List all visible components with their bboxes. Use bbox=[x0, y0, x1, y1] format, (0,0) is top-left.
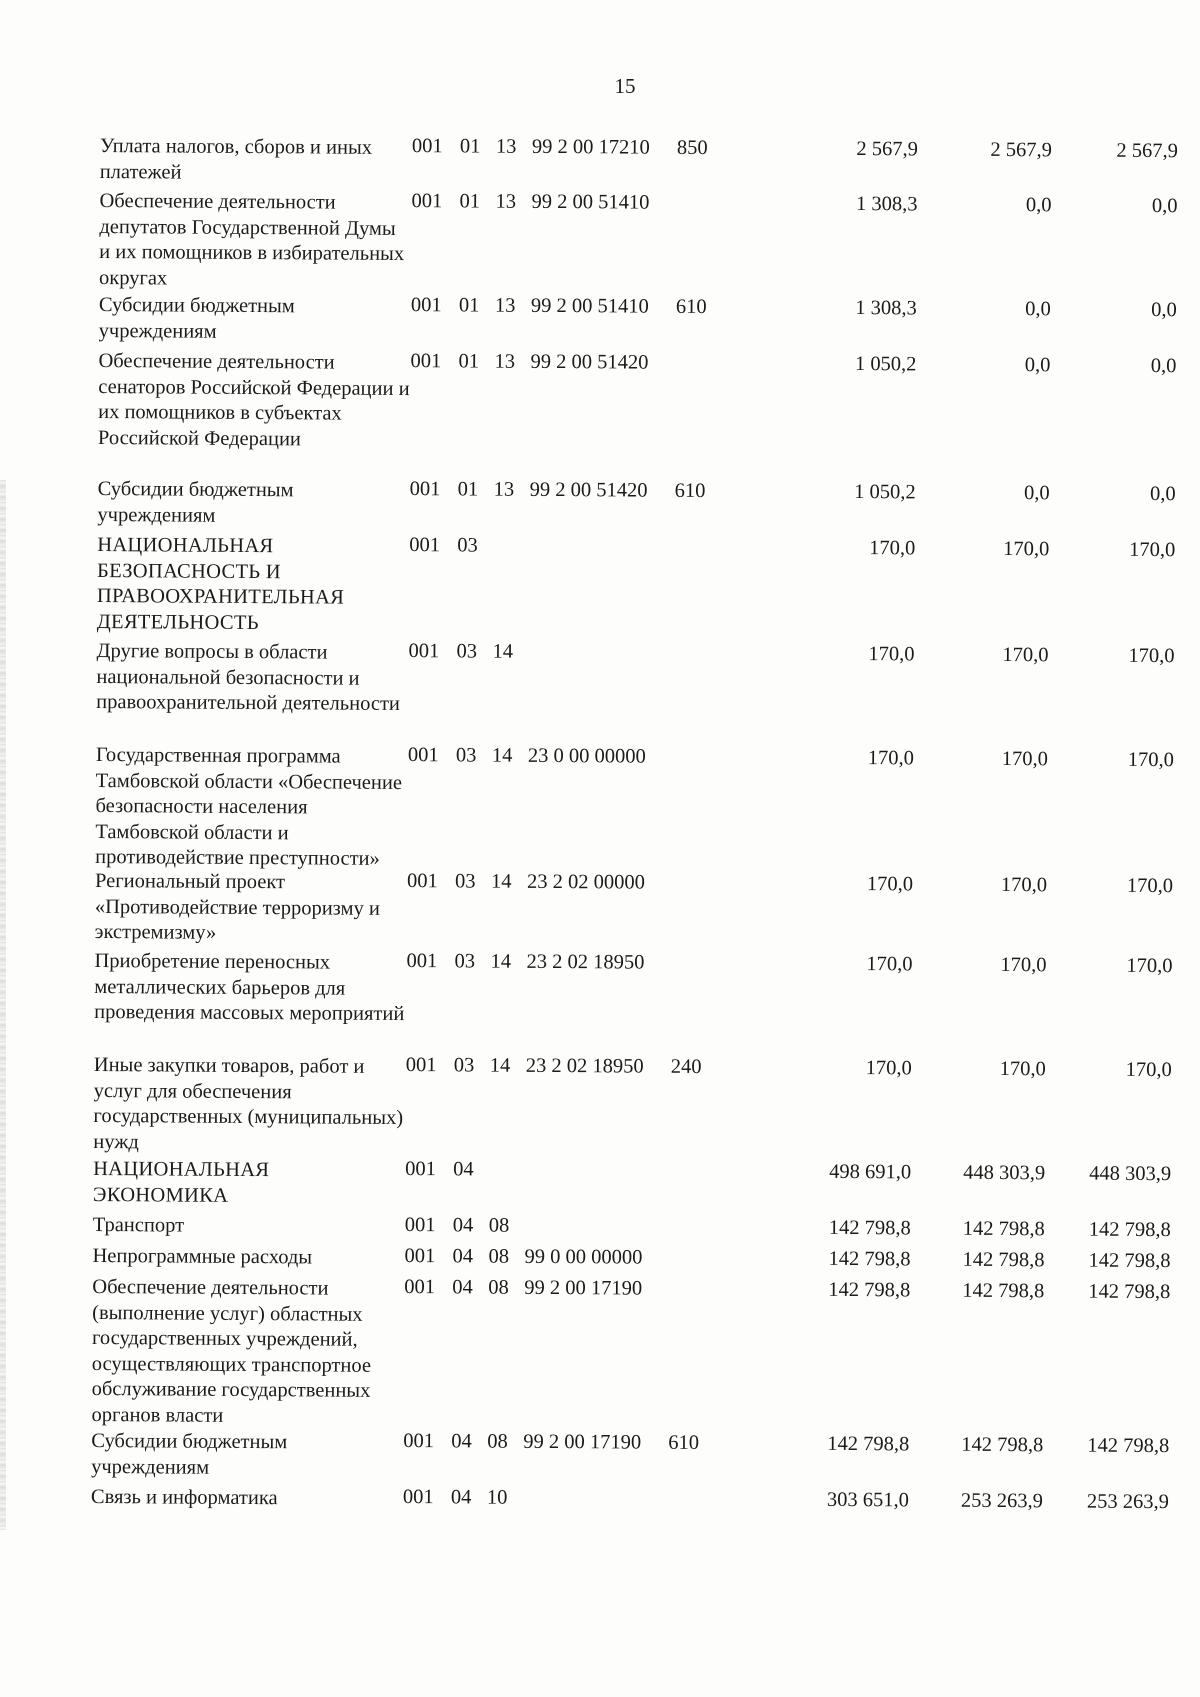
target-article-code bbox=[525, 1158, 670, 1159]
grbs-code: 001 bbox=[408, 640, 440, 663]
table-row bbox=[98, 347, 1177, 482]
section-code: 01 bbox=[458, 350, 480, 373]
section-code: 01 bbox=[459, 135, 481, 158]
subsection-code: 13 bbox=[493, 478, 515, 501]
amount-year-3: 142 798,8 bbox=[1088, 1249, 1171, 1273]
amount-year-1: 170,0 bbox=[868, 643, 915, 666]
section-code: 03 bbox=[454, 950, 476, 973]
subsection-code: 08 bbox=[487, 1430, 508, 1453]
row-name: НАЦИОНАЛЬНАЯ БЕЗОПАСНОСТЬ И ПРАВООХРАНИТЕЛЬНАЯ ДЕЯТЕЛЬНОСТЬ bbox=[96, 533, 345, 634]
target-article-code: 23 2 02 00000 bbox=[526, 870, 645, 894]
row-name: Субсидии бюджетным учреждениям bbox=[98, 293, 295, 343]
amount-year-2: 170,0 bbox=[1000, 953, 1047, 977]
row-name: Обеспечение деятельности (выполнение услуг) областных государственных учреждений, осуществляющих транспортное обслуживание государственных органов власти bbox=[91, 1275, 372, 1427]
amount-year-3: 142 798,8 bbox=[1088, 1280, 1171, 1304]
row-name: Региональный проект «Противодействие терроризму и экстремизму» bbox=[94, 869, 380, 944]
target-article-code: 99 2 00 17190 bbox=[523, 1430, 642, 1454]
target-article-code: 99 2 00 51420 bbox=[529, 478, 648, 502]
amount-year-3: 2 567,9 bbox=[1116, 139, 1178, 163]
scan-edge-shadow bbox=[0, 480, 6, 1530]
subsection-code: 13 bbox=[495, 135, 517, 158]
amount-year-3: 0,0 bbox=[1151, 298, 1177, 322]
section-code: 04 bbox=[451, 1430, 472, 1453]
amount-year-3: 0,0 bbox=[1151, 194, 1178, 218]
expense-type-code: 610 bbox=[675, 295, 707, 319]
section-code: 03 bbox=[456, 640, 478, 663]
table-row bbox=[100, 132, 1178, 194]
target-article-code: 99 0 00 00000 bbox=[524, 1245, 643, 1269]
table-row bbox=[95, 867, 1174, 954]
section-code: 03 bbox=[457, 534, 478, 557]
amount-year-1: 498 691,0 bbox=[829, 1160, 912, 1184]
grbs-code: 001 bbox=[410, 350, 442, 373]
expense-type-code: 610 bbox=[668, 1431, 700, 1455]
grbs-code: 001 bbox=[406, 870, 438, 893]
amount-year-2: 142 798,8 bbox=[962, 1248, 1045, 1272]
target-article-code: 23 2 02 18950 bbox=[526, 950, 645, 974]
target-article-code bbox=[525, 1214, 670, 1215]
row-name: Субсидии бюджетным учреждениям bbox=[97, 477, 294, 527]
amount-year-2: 0,0 bbox=[1025, 194, 1052, 217]
target-article-code: 23 2 02 18950 bbox=[525, 1054, 644, 1078]
amount-year-2: 253 263,9 bbox=[960, 1489, 1044, 1513]
table-row bbox=[93, 1051, 1172, 1162]
amount-year-2: 170,0 bbox=[999, 1057, 1046, 1081]
section-code: 01 bbox=[458, 294, 480, 317]
section-code: 04 bbox=[453, 1158, 474, 1181]
amount-year-1: 142 798,8 bbox=[828, 1216, 911, 1240]
subsection-code: 14 bbox=[492, 640, 514, 663]
target-article-code: 99 2 00 51420 bbox=[530, 350, 649, 374]
amount-year-1: 170,0 bbox=[867, 747, 914, 770]
amount-year-2: 142 798,8 bbox=[962, 1217, 1045, 1241]
grbs-code: 001 bbox=[407, 744, 439, 767]
row-name: Иные закупки товаров, работ и услуг для обеспечения государственных (муниципальных) нужд bbox=[93, 1053, 404, 1154]
row-name: НАЦИОНАЛЬНАЯ ЭКОНОМИКА bbox=[92, 1157, 270, 1207]
grbs-code: 001 bbox=[405, 1054, 437, 1077]
subsection-code: 13 bbox=[494, 350, 516, 373]
amount-year-2: 170,0 bbox=[1000, 873, 1048, 897]
subsection-code: 13 bbox=[495, 190, 517, 213]
grbs-code: 001 bbox=[409, 534, 441, 557]
table-row bbox=[97, 531, 1176, 644]
amount-year-1: 1 308,3 bbox=[855, 193, 918, 216]
amount-year-2: 0,0 bbox=[1023, 482, 1050, 505]
amount-year-2: 448 303,9 bbox=[963, 1161, 1046, 1185]
budget-table bbox=[91, 132, 1178, 1520]
section-code: 04 bbox=[452, 1245, 474, 1268]
target-article-code bbox=[523, 1486, 668, 1487]
amount-year-2: 170,0 bbox=[1003, 537, 1050, 561]
expense-type-code: 850 bbox=[676, 136, 708, 160]
table-row bbox=[95, 741, 1174, 874]
amount-year-3: 142 798,8 bbox=[1087, 1434, 1170, 1458]
row-name: Обеспечение деятельности сенаторов Российской Федерации и их помощников в субъектах Российской Федерации bbox=[97, 349, 410, 451]
amount-year-1: 142 798,8 bbox=[828, 1247, 911, 1271]
grbs-code: 001 bbox=[404, 1276, 436, 1299]
target-article-code bbox=[529, 640, 674, 641]
grbs-code: 001 bbox=[402, 1486, 434, 1509]
target-article-code: 99 2 00 17190 bbox=[524, 1276, 643, 1300]
row-name: Связь и информатика bbox=[90, 1485, 278, 1510]
section-code: 01 bbox=[459, 190, 481, 213]
amount-year-3: 142 798,8 bbox=[1088, 1218, 1171, 1242]
section-code: 03 bbox=[453, 1054, 475, 1077]
row-name: Обеспечение деятельности депутатов Государственной Думы и их помощников в избирательных округах bbox=[98, 189, 405, 290]
page-number: 15 bbox=[614, 74, 636, 98]
table-row bbox=[99, 291, 1177, 354]
expense-type-code: 240 bbox=[670, 1055, 702, 1079]
target-article-code bbox=[529, 534, 674, 535]
subsection-code: 14 bbox=[490, 950, 512, 973]
subsection-code: 14 bbox=[491, 744, 513, 767]
row-name: Уплата налогов, сборов и иных платежей bbox=[99, 134, 373, 184]
grbs-code: 001 bbox=[403, 1430, 435, 1453]
grbs-code: 001 bbox=[404, 1214, 436, 1237]
amount-year-3: 448 303,9 bbox=[1089, 1162, 1172, 1186]
table-row bbox=[91, 1273, 1170, 1434]
amount-year-2: 0,0 bbox=[1024, 354, 1051, 377]
subsection-code: 10 bbox=[486, 1486, 508, 1509]
table-row bbox=[94, 947, 1173, 1058]
subsection-code: 08 bbox=[488, 1245, 510, 1268]
subsection-code: 08 bbox=[488, 1276, 509, 1299]
amount-year-2: 2 567,9 bbox=[990, 138, 1052, 162]
grbs-code: 001 bbox=[406, 950, 438, 973]
table-row bbox=[93, 1155, 1171, 1218]
row-name: Субсидии бюджетным учреждениям bbox=[91, 1429, 288, 1479]
amount-year-1: 1 050,2 bbox=[854, 481, 916, 504]
row-name: Приобретение переносных металлических барьеров для проведения массовых мероприятий bbox=[94, 949, 405, 1026]
amount-year-2: 170,0 bbox=[1001, 747, 1048, 771]
section-code: 04 bbox=[452, 1214, 474, 1237]
amount-year-1: 142 798,8 bbox=[827, 1432, 910, 1456]
section-code: 03 bbox=[454, 870, 476, 893]
amount-year-3: 170,0 bbox=[1125, 1058, 1172, 1082]
table-row bbox=[96, 637, 1175, 748]
section-code: 03 bbox=[455, 744, 477, 767]
grbs-code: 001 bbox=[411, 135, 443, 158]
table-row bbox=[97, 475, 1175, 538]
row-name: Государственная программа Тамбовской области «Обеспечение безопасности населения Тамбовской области и противодействие преступности» bbox=[95, 743, 403, 871]
grbs-code: 001 bbox=[410, 294, 442, 317]
expense-type-code: 610 bbox=[674, 479, 706, 503]
subsection-code: 08 bbox=[488, 1214, 510, 1237]
amount-year-2: 142 798,8 bbox=[962, 1279, 1045, 1303]
amount-year-3: 170,0 bbox=[1126, 954, 1173, 978]
table-row bbox=[91, 1427, 1169, 1490]
amount-year-1: 1 050,2 bbox=[854, 353, 917, 376]
subsection-code: 14 bbox=[490, 870, 512, 893]
amount-year-3: 170,0 bbox=[1127, 748, 1174, 772]
amount-year-1: 170,0 bbox=[865, 1057, 912, 1080]
amount-year-3: 170,0 bbox=[1126, 874, 1174, 898]
target-article-code: 99 2 00 17210 bbox=[531, 135, 650, 159]
grbs-code: 001 bbox=[405, 1158, 436, 1181]
amount-year-3: 170,0 bbox=[1128, 644, 1175, 668]
target-article-code: 23 0 00 00000 bbox=[527, 744, 646, 768]
grbs-code: 001 bbox=[411, 190, 443, 213]
amount-year-1: 170,0 bbox=[866, 873, 914, 896]
target-article-code: 99 2 00 51410 bbox=[531, 190, 650, 214]
amount-year-2: 0,0 bbox=[1025, 298, 1051, 321]
row-name: Другие вопросы в области национальной безопасности и правоохранительной деятельности bbox=[96, 639, 400, 716]
amount-year-1: 1 308,3 bbox=[855, 297, 917, 320]
amount-year-3: 253 263,9 bbox=[1086, 1490, 1170, 1514]
section-code: 01 bbox=[457, 478, 479, 501]
amount-year-2: 170,0 bbox=[1002, 643, 1049, 667]
amount-year-2: 142 798,8 bbox=[961, 1433, 1044, 1457]
section-code: 04 bbox=[450, 1486, 472, 1509]
row-name: Транспорт bbox=[92, 1213, 185, 1237]
table-row bbox=[99, 187, 1178, 298]
grbs-code: 001 bbox=[404, 1245, 436, 1268]
amount-year-3: 0,0 bbox=[1149, 482, 1176, 506]
subsection-code: 13 bbox=[494, 294, 516, 317]
table-row bbox=[91, 1483, 1169, 1520]
subsection-code: 14 bbox=[489, 1054, 511, 1077]
amount-year-1: 2 567,9 bbox=[856, 138, 918, 161]
target-article-code: 99 2 00 51410 bbox=[530, 294, 649, 318]
amount-year-3: 0,0 bbox=[1150, 354, 1177, 378]
amount-year-1: 170,0 bbox=[869, 537, 916, 560]
amount-year-3: 170,0 bbox=[1129, 538, 1176, 562]
amount-year-1: 303 651,0 bbox=[826, 1488, 910, 1512]
section-code: 04 bbox=[452, 1276, 473, 1299]
amount-year-1: 142 798,8 bbox=[828, 1278, 911, 1302]
grbs-code: 001 bbox=[409, 478, 441, 501]
row-name: Непрограммные расходы bbox=[92, 1244, 313, 1269]
amount-year-1: 170,0 bbox=[866, 953, 913, 976]
